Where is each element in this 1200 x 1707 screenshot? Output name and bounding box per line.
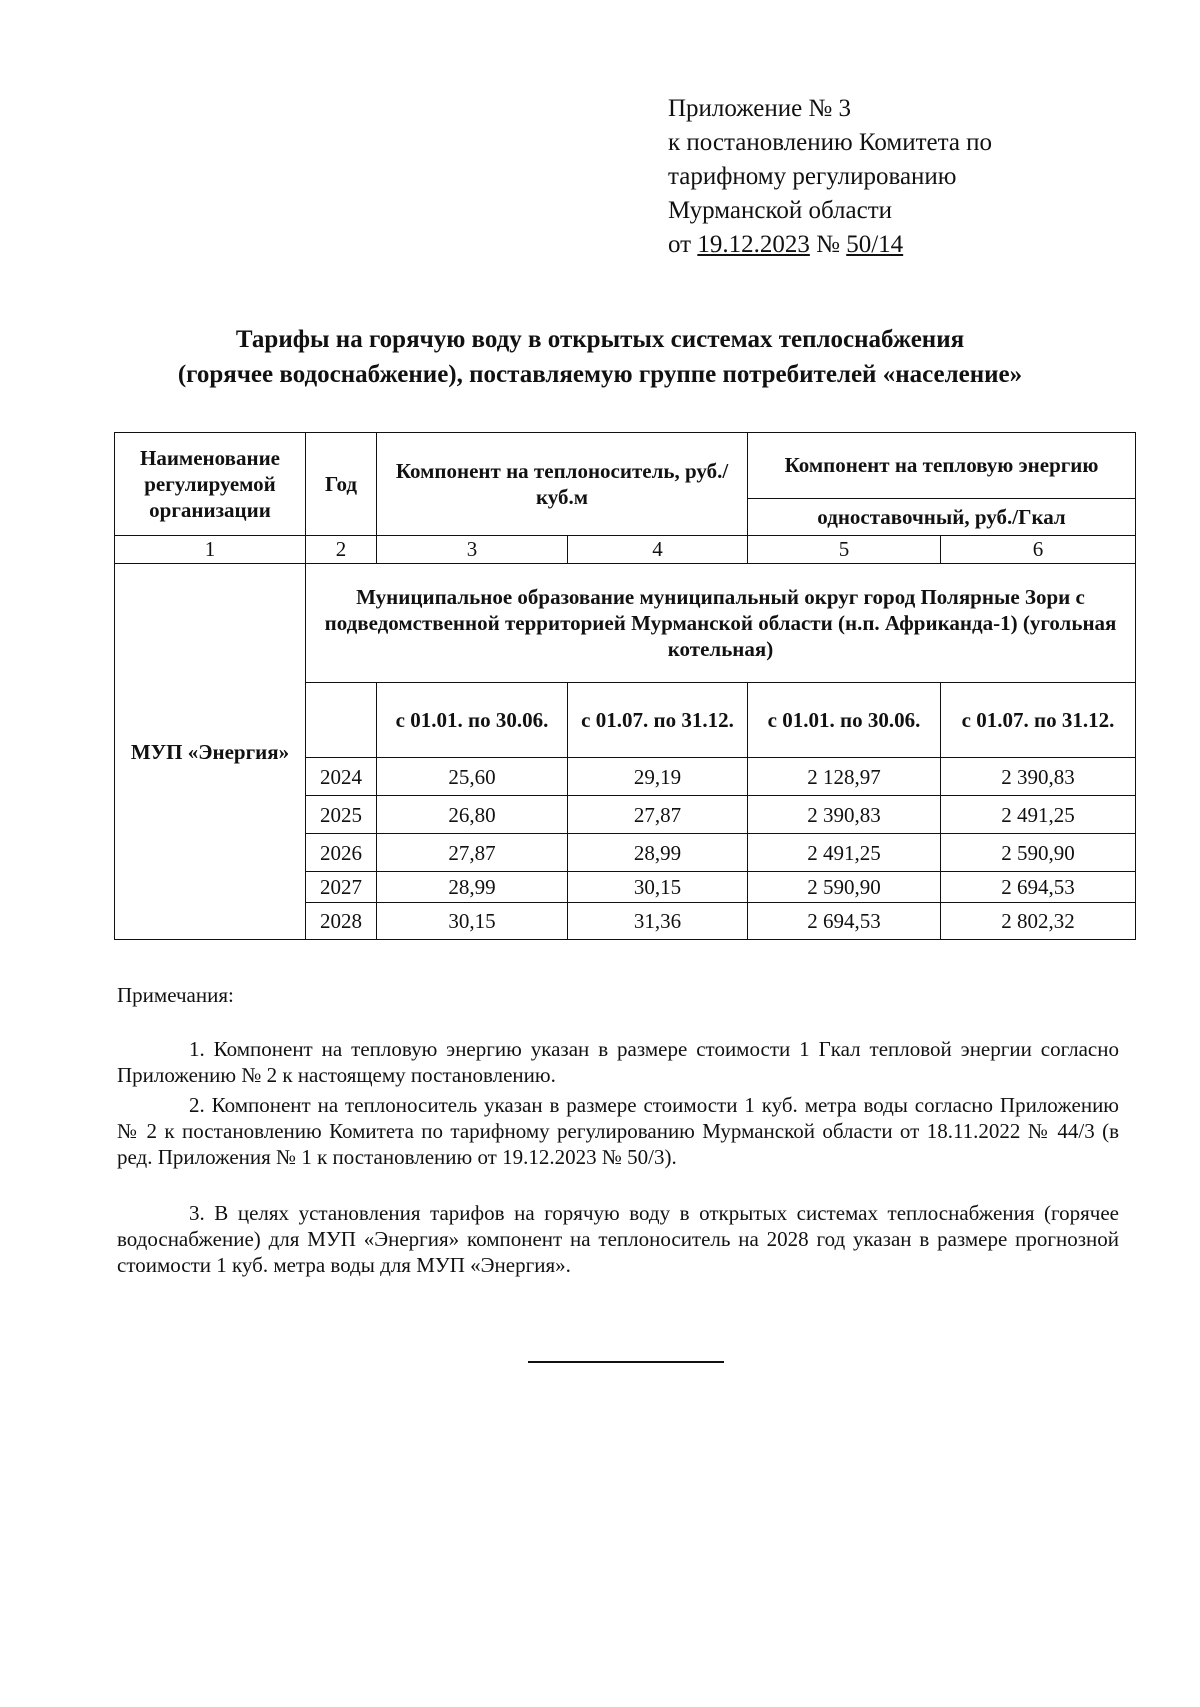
decree-number: 50/14 — [846, 231, 904, 258]
col-number: 4 — [568, 535, 748, 564]
appendix-block — [668, 92, 992, 262]
value-cell: 28,99 — [568, 834, 748, 872]
appendix-line1: Приложение № 3 — [668, 95, 852, 122]
header-energy: Компонент на тепловую энергию — [748, 433, 1136, 499]
value-cell: 2 128,97 — [748, 758, 941, 796]
notes-title: Примечания: — [117, 983, 234, 1007]
period-label: с 01.07. по 31.12. — [941, 683, 1136, 758]
value-cell: 2 694,53 — [941, 872, 1136, 903]
column-numbers-row — [115, 535, 1136, 564]
col-number: 1 — [115, 535, 306, 564]
value-cell: 28,99 — [377, 872, 568, 903]
col-number: 3 — [377, 535, 568, 564]
col-number: 2 — [306, 535, 377, 564]
decree-date: 19.12.2023 — [697, 231, 810, 258]
number-prefix: № — [816, 231, 840, 258]
value-cell: 29,19 — [568, 758, 748, 796]
municipality-row — [115, 564, 1136, 683]
municipality-name: Муниципальное образование муниципальный округ город Полярные Зори с подведомственной территорией Мурманской области (н.п. Африканда-1) (угольная котельная) — [306, 564, 1136, 683]
period-label: с 01.01. по 30.06. — [748, 683, 941, 758]
appendix-line3: тарифному регулированию — [668, 163, 957, 190]
year-cell: 2026 — [306, 834, 377, 872]
value-cell: 2 590,90 — [941, 834, 1136, 872]
col-number: 6 — [941, 535, 1136, 564]
value-cell: 31,36 — [568, 902, 748, 939]
note-item: 1. Компонент на тепловую энергию указан в размере стоимости 1 Гкал тепловой энергии согласно Приложению № 2 к настоящему постановлению. — [117, 1037, 1119, 1087]
period-empty-cell — [306, 683, 377, 758]
value-cell: 27,87 — [377, 834, 568, 872]
period-label: с 01.01. по 30.06. — [377, 683, 568, 758]
value-cell: 2 390,83 — [941, 758, 1136, 796]
document-title — [120, 322, 1080, 392]
title-line2: (горячее водоснабжение), поставляемую группе потребителей «население» — [177, 361, 1023, 388]
value-cell: 27,87 — [568, 796, 748, 834]
value-cell: 30,15 — [377, 902, 568, 939]
value-cell: 2 694,53 — [748, 902, 941, 939]
appendix-line4: Мурманской области — [668, 197, 893, 224]
col-number: 5 — [748, 535, 941, 564]
value-cell: 2 491,25 — [748, 834, 941, 872]
closing-rule — [528, 1361, 724, 1363]
title-line1: Тарифы на горячую воду в открытых системах теплоснабжения — [235, 326, 965, 353]
period-label: с 01.07. по 31.12. — [568, 683, 748, 758]
year-cell: 2028 — [306, 902, 377, 939]
tariff-table — [114, 432, 1136, 940]
value-cell: 2 802,32 — [941, 902, 1136, 939]
header-row — [115, 433, 1136, 499]
organization-name: МУП «Энергия» — [115, 564, 306, 940]
appendix-date-line — [668, 228, 992, 262]
value-cell: 26,80 — [377, 796, 568, 834]
year-cell: 2025 — [306, 796, 377, 834]
value-cell: 2 590,90 — [748, 872, 941, 903]
year-cell: 2024 — [306, 758, 377, 796]
header-year: Год — [306, 433, 377, 536]
value-cell: 2 390,83 — [748, 796, 941, 834]
note-item: 3. В целях установления тарифов на горячую воду в открытых системах теплоснабжения (горячее водоснабжение) для МУП «Энергия» компонент на теплоноситель на 2028 год указан в размере прогнозной стоимости 1 куб. метра воды для МУП «Энергия». — [117, 1201, 1119, 1277]
value-cell: 2 491,25 — [941, 796, 1136, 834]
header-energy-sub: одноставочный, руб./Гкал — [748, 498, 1136, 535]
date-prefix: от — [668, 231, 692, 258]
note-item: 2. Компонент на теплоноситель указан в размере стоимости 1 куб. метра воды согласно Приложению № 2 к постановлению Комитета по тарифному регулированию Мурманской области от 18.11.2022 № 44/3 (в ред. Приложения № 1 к постановлению от 19.12.2023 № 50/3). — [117, 1093, 1119, 1169]
appendix-line2: к постановлению Комитета по — [668, 129, 993, 156]
year-cell: 2027 — [306, 872, 377, 903]
header-org: Наименование регулируемой организации — [115, 433, 306, 536]
header-carrier: Компонент на теплоноситель, руб./куб.м — [377, 433, 748, 536]
value-cell: 25,60 — [377, 758, 568, 796]
value-cell: 30,15 — [568, 872, 748, 903]
